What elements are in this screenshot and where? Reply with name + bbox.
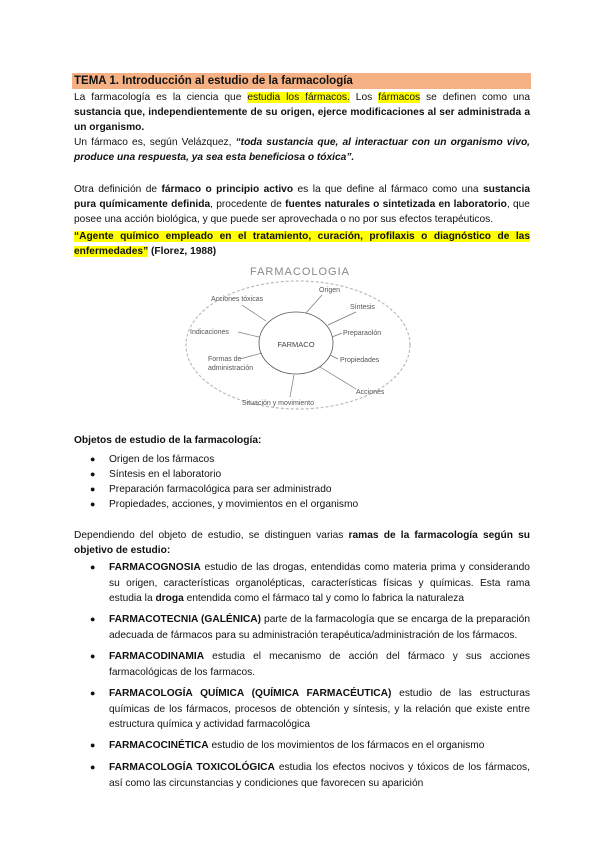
label-situacion: Situación y movimiento bbox=[242, 400, 314, 407]
bullet-icon: ● bbox=[90, 651, 96, 661]
rama-item bbox=[74, 738, 530, 754]
label-acciones: Acciones bbox=[356, 389, 385, 396]
list-item-text: Propiedades, acciones, y movimientos en el organismo bbox=[109, 499, 359, 510]
rama-description: estudia los efectos nocivos y tóxicos de los fármacos, así como las circunstancias y condiciones que favorecen su aparición bbox=[109, 762, 530, 789]
rama-item bbox=[74, 760, 530, 791]
list-item-text: Origen de los fármacos bbox=[109, 454, 215, 465]
label-sintesis: Síntesis bbox=[350, 304, 375, 311]
text-run: La farmacología es la ciencia que bbox=[74, 92, 248, 103]
paragraph-florez-quote bbox=[74, 229, 530, 259]
text-run: es la que define al fármaco como una bbox=[293, 184, 483, 195]
label-preparacion: Preparaolón bbox=[343, 330, 382, 337]
text-run: Otra definición de bbox=[74, 184, 162, 195]
bullet-icon: ● bbox=[90, 499, 96, 509]
bullet-icon: ● bbox=[90, 469, 96, 479]
rama-description: entendida como el fármaco tal y como lo fabrica la naturaleza bbox=[183, 593, 465, 604]
section-heading: TEMA 1. Introducción al estudio de la farmacología bbox=[72, 73, 531, 89]
rama-name: FARMACODINAMIA bbox=[109, 651, 205, 662]
bold-text: sustancia que, independientemente de su origen, ejerce modificaciones al ser administrada a un organismo. bbox=[74, 107, 530, 133]
paragraph-other-definition bbox=[74, 182, 530, 227]
rama-name: FARMACOGNOSIA bbox=[109, 562, 201, 573]
label-origen: Origen bbox=[319, 287, 341, 294]
rama-item bbox=[74, 686, 530, 732]
pharmacology-diagram bbox=[180, 259, 420, 414]
rama-description: estudia el mecanismo de acción del fármaco y sus acciones farmacológicas de los farmacos. bbox=[109, 651, 530, 678]
rama-description: estudio de las estructuras químicas de los fármacos, procesos de obtención y síntesis, y la relación que existe entre estructura química y actividad farmacológica bbox=[109, 688, 530, 730]
rama-bold-term: droga bbox=[155, 593, 184, 604]
label-indicaciones: Indicaciones bbox=[190, 329, 229, 336]
highlighted-text: fármacos bbox=[378, 92, 421, 103]
paragraph-ramas-intro bbox=[74, 528, 530, 558]
rama-name: FARMACOTECNIA (GALÉNICA) bbox=[109, 614, 262, 625]
bold-text: fármaco o principio activo bbox=[161, 184, 294, 195]
rama-name: FARMACOLOGÍA QUÍMICA (QUÍMICA FARMACÉUTICA) bbox=[109, 688, 392, 699]
rama-item bbox=[74, 612, 530, 643]
rama-name: FARMACOLOGÍA TOXICOLÓGICA bbox=[109, 762, 275, 773]
text-run: se definen como una bbox=[420, 92, 531, 103]
label-propiedades: Propiedades bbox=[340, 357, 380, 364]
list-item-text: Síntesis en el laboratorio bbox=[109, 469, 222, 480]
paragraph-velazquez bbox=[74, 135, 530, 165]
objetos-title: Objetos de estudio de la farmacología: bbox=[74, 435, 262, 446]
rama-item bbox=[74, 560, 530, 606]
highlighted-quote: “Agente químico empleado en el tratamiento, curación, profilaxis o diagnóstico de las enfermedades” bbox=[74, 231, 530, 257]
bullet-icon: ● bbox=[90, 740, 96, 750]
list-item bbox=[74, 452, 530, 467]
rama-description: parte de la farmacología que se encarga de la preparación adecuada de fármacos para su administración terapéutica/administración de los fármacos. bbox=[109, 614, 530, 641]
text-run: , que posee una acción biológica, y que puede ser aprovechada o no por sus efectos terapéuticos. bbox=[74, 199, 530, 225]
list-item-text: Preparación farmacológica para ser administrado bbox=[109, 484, 332, 495]
text-run: Un fármaco es, según Velázquez, bbox=[74, 137, 236, 148]
bullet-icon: ● bbox=[90, 614, 96, 624]
label-acciones-toxicas: Acciones tóxicas bbox=[211, 296, 264, 303]
list-item bbox=[74, 482, 530, 497]
rama-description: estudio de los movimientos de los fármacos en el organismo bbox=[211, 740, 485, 751]
bullet-icon: ● bbox=[90, 688, 96, 698]
bold-text: sustancia pura químicamente definida bbox=[74, 184, 530, 210]
text-run: , procedente de bbox=[210, 199, 286, 210]
highlighted-text: estudia los fármacos. bbox=[247, 92, 350, 103]
bold-text: fuentes naturales o sintetizada en laboratorio bbox=[285, 199, 507, 210]
text-run: Dependiendo del objeto de estudio, se distinguen varias bbox=[74, 530, 349, 541]
bullet-icon: ● bbox=[90, 484, 96, 494]
list-item bbox=[74, 497, 530, 512]
diagram-center-label: FARMACO bbox=[277, 340, 315, 349]
ramas-list bbox=[74, 560, 530, 797]
paragraph-definition bbox=[74, 90, 530, 135]
label-formas-2: administración bbox=[208, 365, 254, 372]
rama-name: FARMACOCINÉTICA bbox=[109, 740, 209, 751]
quote-text: “toda sustancia que, al interactuar con un organismo vivo, produce una respuesta, ya sea esta beneficiosa o tóxica”. bbox=[74, 137, 530, 163]
citation: (Florez, 1988) bbox=[148, 246, 217, 257]
diagram-title: FARMACOLOGIA bbox=[249, 266, 351, 278]
label-formas-1: Formas de bbox=[208, 356, 242, 363]
bullet-icon: ● bbox=[90, 562, 96, 572]
rama-description: estudio de las drogas, entendidas como materia prima y considerando su origen, características organolépticas, características físicas y químicas. Esta rama estudia la bbox=[109, 562, 530, 604]
text-run: Los bbox=[349, 92, 379, 103]
rama-item bbox=[74, 649, 530, 680]
bullet-icon: ● bbox=[90, 454, 96, 464]
list-item bbox=[74, 467, 530, 482]
bold-text: ramas de la farmacología según su objetivo de estudio: bbox=[74, 530, 530, 556]
bullet-icon: ● bbox=[90, 762, 96, 772]
objetos-list bbox=[74, 452, 530, 512]
